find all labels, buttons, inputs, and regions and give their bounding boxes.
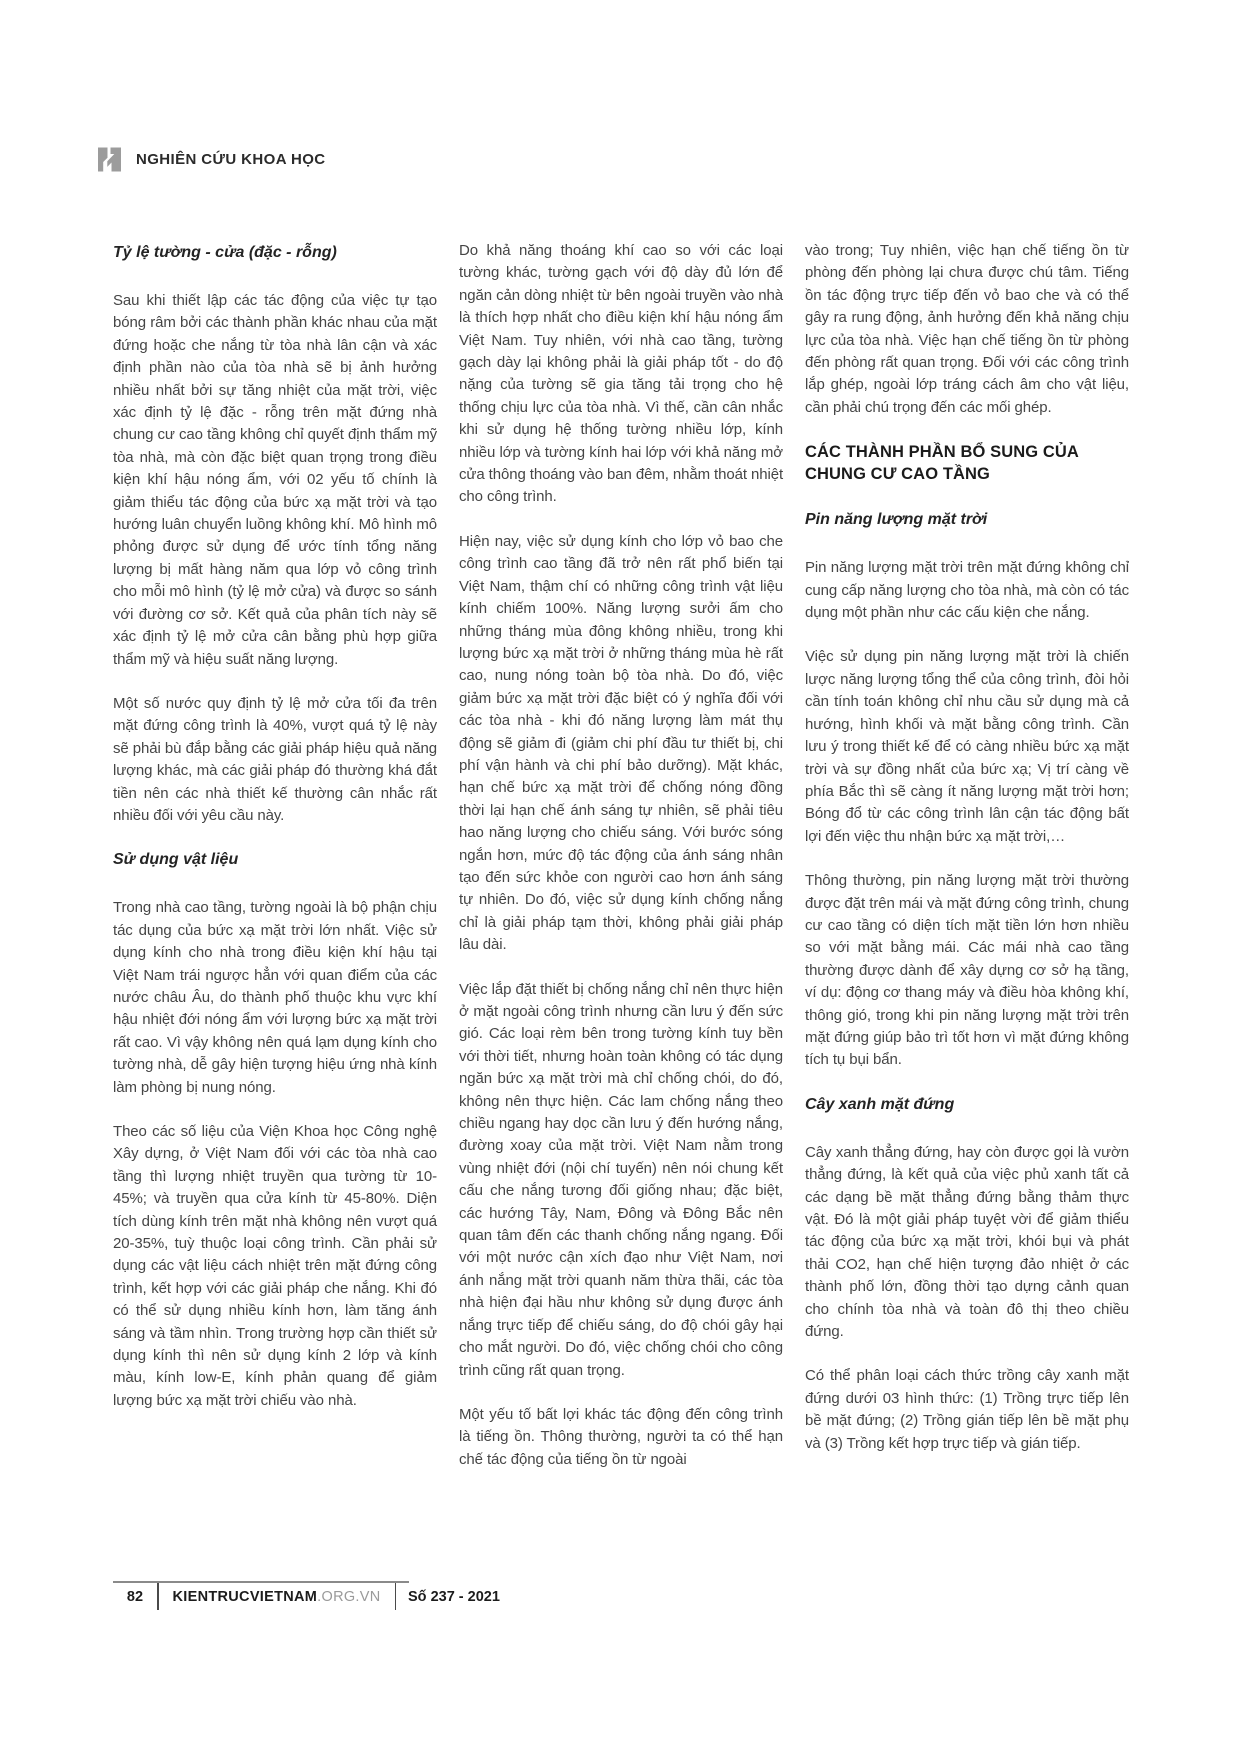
paragraph: Thông thường, pin năng lượng mặt trời thường được đặt trên mái và mặt đứng công trình, chung cư cao tầng có diện tích mặt tiền lớn hơn nhiều so với mặt bằng mái. Các mái nhà cao tầng thường được dành để xây dựng cơ sở hạ tầng, ví dụ: động cơ thang máy và điều hòa không khí, thông gió, trong khi pin năng lượng mặt trời trên mặt đứng giúp bảo trì tốt hơn vì mặt đứng không tích tụ bụi bẩn. <box>805 872 1129 1069</box>
section-heading-additional-components: CÁC THÀNH PHẦN BỔ SUNG CỦA CHUNG CƯ CAO TẦNG <box>805 443 1079 484</box>
section-label: NGHIÊN CỨU KHOA HỌC <box>136 151 326 168</box>
subheading-green-facade: Cây xanh mặt đứng <box>805 1095 955 1113</box>
article-columns <box>113 240 1129 1585</box>
column-2 <box>459 240 783 1585</box>
journal-site-domain: .ORG.VN <box>317 1588 381 1605</box>
page-footer <box>113 1581 512 1610</box>
subheading-materials: Sử dụng vật liệu <box>113 851 239 869</box>
journal-logo-icon <box>96 146 123 173</box>
paragraph: Do khả năng thoáng khí cao so với các loại tường khác, tường gạch với độ dày đủ lớn để ngăn cản dòng nhiệt từ bên ngoài truyền vào nhà là thích hợp nhất cho điều kiện khí hậu nóng ẩm Việt Nam. Tuy nhiên, với nhà cao tầng, tường gạch dày lại không phải là giải pháp tốt - do độ nặng của tường sẽ gia tăng tải trọng cho hệ thống chịu lực của tòa nhà. Vì thế, cần cân nhắc khi sử dụng hệ thống tường nhiều lớp, kính nhiều lớp và tường kính hai lớp với khả năng mở cửa thông thoáng vào ban đêm, nhằm thoát nhiệt cho công trình. <box>459 242 784 506</box>
paragraph: Có thể phân loại cách thức trồng cây xanh mặt đứng dưới 03 hình thức: (1) Trồng trực tiếp lên bề mặt đứng; (2) Trồng gián tiếp lên bề mặt phụ và (3) Trồng kết hợp trực tiếp và gián tiếp. <box>805 1367 1129 1452</box>
paragraph: Sau khi thiết lập các tác động của việc tự tạo bóng râm bởi các thành phần khác nhau của mặt đứng hoặc che nắng từ tòa nhà lân cận và xác định phần nào của tòa nhà sẽ bị ảnh hưởng nhiều nhất bởi sự tăng nhiệt của mặt trời, việc xác định tỷ lệ đặc - rỗng trên mặt đứng nhà chung cư cao tầng không chỉ quyết định thẩm mỹ tòa nhà, mà còn đặc biệt quan trọng trong điều kiện khí hậu nóng ẩm, với 02 yếu tố chính là giảm thiểu tác động của bức xạ mặt trời và tạo hướng luân chuyển luồng không khí. Mô hình mô phỏng được sử dụng để ước tính tổng năng lượng bị mất hàng năm qua lớp vỏ công trình cho mỗi mô hình (tỷ lệ mở cửa) và được so sánh với đường cơ sở. Kết quả của phân tích này sẽ xác định tỷ lệ mở cửa cân bằng phù hợp giữa thẩm mỹ và hiệu suất năng lượng. <box>113 292 437 668</box>
subheading-solar-panels: Pin năng lượng mặt trời <box>805 511 988 529</box>
paragraph: Một số nước quy định tỷ lệ mở cửa tối đa trên mặt đứng công trình là 40%, vượt quá tỷ lệ này sẽ phải bù đắp bằng các giải pháp hiệu quả năng lượng khác, mà các giải pháp đó thường khá đắt tiền nên các nhà thiết kế thường cân nhắc rất nhiều đối với yêu cầu này. <box>113 694 437 824</box>
journal-site <box>159 1583 395 1610</box>
paragraph: Theo các số liệu của Viện Khoa học Công nghệ Xây dựng, ở Việt Nam đối với các tòa nhà cao tầng thì lượng nhiệt truyền qua tường từ 10-45%; và truyền qua cửa kính từ 45-80%. Diện tích dùng kính trên mặt nhà không nên vượt quá 20-35%, tuỳ thuộc loại công trình. Cần phải sử dụng các vật liệu cách nhiệt trên mặt đứng công trình, kết hợp với các giải pháp che nắng. Khi đó có thể sử dụng nhiều kính hơn, làm tăng ánh sáng và tầm nhìn. Trong trường hợp cần thiết sử dụng kính thì nên sử dụng kính 2 lớp và kính màu, kính low-E, kính phản quang để giảm lượng bức xạ mặt trời chiếu vào nhà. <box>113 1123 437 1409</box>
paragraph: Trong nhà cao tầng, tường ngoài là bộ phận chịu tác dụng của bức xạ mặt trời lớn nhất. Việc sử dụng kính cho nhà trong điều kiện khí hậu tại Việt Nam trái ngược hẳn với quan điểm của các nước châu Âu, do thành phố thuộc khu vực khí hậu nhiệt đới nóng ẩm với lượng bức xạ mặt trời rất cao. Vì vậy không nên quá lạm dụng kính cho tường nhà, dễ gây hiện tượng hiệu ứng nhà kính làm phòng bị nung nóng. <box>113 899 437 1096</box>
subheading-wall-window-ratio: Tỷ lệ tường - cửa (đặc - rỗng) <box>113 244 337 261</box>
paragraph: Pin năng lượng mặt trời trên mặt đứng không chỉ cung cấp năng lượng cho tòa nhà, mà còn có tác dụng một phần như các cấu kiện che nắng. <box>805 559 1129 622</box>
paragraph: Việc lắp đặt thiết bị chống nắng chỉ nên thực hiện ở mặt ngoài công trình nhưng cần lưu ý đến sức gió. Các loại rèm bên trong tường kính tuy bền với thời tiết, nhưng hoàn toàn không có tác dụng ngăn bức xạ mặt trời mà chỉ chống chói, do đó, không nên thực hiện. Các lam chống nắng theo chiều ngang hay dọc cần lưu ý đến hướng nắng, đường xoay của mặt trời. Việt Nam nằm trong vùng nhiệt đới (nội chí tuyến) nên nói chung kết cấu che nắng tương đối giống nhau; đặc biệt, các hướng Tây, Nam, Đông và Đông Bắc nên quan tâm đến các thanh chống nắng ngang. Đối với một nước cận xích đạo như Việt Nam, nơi ánh nắng mặt trời quanh năm thừa thãi, các tòa nhà hiện đại hầu như không sử dụng được ánh nắng trực tiếp để chiếu sáng, do độ chói gây hại cho mắt người. Do đó, việc chống chói cho công trình cũng rất quan trọng. <box>459 980 783 1379</box>
paragraph: Một yếu tố bất lợi khác tác động đến công trình là tiếng ồn. Thông thường, người ta có thể hạn chế tác động của tiếng ồn từ ngoài <box>459 1405 783 1468</box>
column-3 <box>805 240 1129 1585</box>
page-header <box>96 146 326 173</box>
journal-site-name: KIENTRUCVIETNAM <box>172 1588 318 1605</box>
issue-number: Số 237 - 2021 <box>408 1588 500 1605</box>
column-1 <box>113 240 437 1585</box>
paragraph: Hiện nay, việc sử dụng kính cho lớp vỏ bao che công trình cao tầng đã trở nên rất phổ biến tại Việt Nam, thậm chí có những công trình vật liệu kính chiếm 100%. Năng lượng sưởi ấm cho những tháng mùa đông không nhiều, trong khi lượng bức xạ mặt trời ở những tháng mùa hè rất cao, nung nóng toàn bộ tòa nhà. Do đó, việc giảm bức xạ mặt trời đặc biệt có ý nghĩa đối với các tòa nhà - khi đó năng lượng làm mát thụ động sẽ giảm đi (giảm chi phí đầu tư thiết bị, chi phí vận hành và chi phí bảo dưỡng). Mặt khác, hạn chế bức xạ mặt trời để chống nóng đồng thời lại hạn chế ánh sáng tự nhiên, sẽ phải tiêu hao năng lượng cho chiếu sáng. Với bước sóng ngắn hơn, mức độ tác động của ánh sáng nhân tạo đến sức khỏe con người cao hơn ánh sáng tự nhiên. Do đó, việc sử dụng kính chống nắng chỉ là giải pháp tạm thời, không phải giải pháp lâu dài. <box>459 532 783 954</box>
paragraph: Cây xanh thẳng đứng, hay còn được gọi là vườn thẳng đứng, là kết quả của việc phủ xanh tất cả các dạng bề mặt thẳng đứng bằng thảm thực vật. Đó là một giải pháp tuyệt vời để giảm thiểu tác động của bức xạ mặt trời, khói bụi và phát thải CO2, hạn chế hiện tượng đảo nhiệt ở các thành phố lớn, đồng thời tạo dựng cảnh quan cho chính tòa nhà và toàn đô thị theo chiều đứng. <box>805 1143 1129 1341</box>
footer-row <box>113 1583 512 1610</box>
paragraph: vào trong; Tuy nhiên, việc hạn chế tiếng ồn từ phòng đến phòng lại chưa được chú tâm. Tiếng ồn tác động trực tiếp đến vỏ bao che và có thể gây ra rung động, ảnh hưởng đến khả năng chịu lực của tòa nhà. Việc hạn chế tiếng ồn từ phòng đến phòng rất quan trọng. Đối với các công trình lắp ghép, ngoài lớp tráng cách âm cho vật liệu, cần phải chú trọng đến các mối ghép. <box>805 242 1129 416</box>
page-number: 82 <box>126 1588 144 1605</box>
paragraph: Việc sử dụng pin năng lượng mặt trời là chiến lược năng lượng tổng thể của công trình, đòi hỏi cần tính toán không chỉ nhu cầu sử dụng mà cả hướng, hình khối và mặt bằng công trình. Cần lưu ý trong thiết kế để có càng nhiều bức xạ mặt trời và sự đồng nhất của bức xạ; Vị trí càng về phía Bắc thì sẽ càng ít năng lượng mặt trời hơn; Bóng đổ từ các công trình lân cận tác động bất lợi đến việc thu nhận bức xạ mặt trời,… <box>805 648 1129 845</box>
